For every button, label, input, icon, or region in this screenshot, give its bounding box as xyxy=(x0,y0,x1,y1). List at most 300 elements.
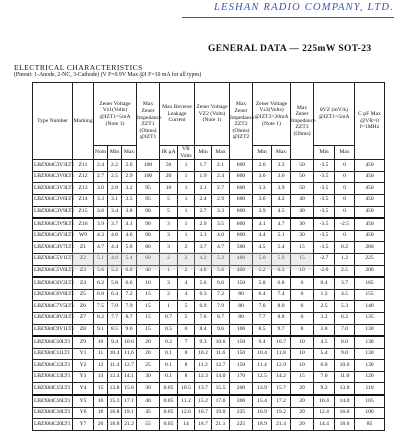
vz3-max-cell: 4.5 xyxy=(272,206,291,218)
zzt3-cell: 6 xyxy=(291,312,314,324)
vz2-max-cell: 9.6 xyxy=(212,324,230,336)
vr-cell: 1 xyxy=(178,171,195,183)
type-cell: LBZX84C3V3LT1 xyxy=(33,183,73,195)
vr-cell: 1 xyxy=(178,194,195,206)
zzt3-cell: 20 xyxy=(291,395,314,407)
vz-nom-cell: 20 xyxy=(94,419,108,431)
vz-nom-cell: 4.3 xyxy=(94,230,108,242)
zzt1-cell: 40 xyxy=(137,395,160,407)
vz2-min-cell: 1.7 xyxy=(195,160,212,172)
vz-max-cell: 4.1 xyxy=(122,218,137,230)
tc-min-cell: 6.0 xyxy=(314,360,335,372)
vr-cell: 6 xyxy=(178,324,195,336)
vr-cell: 8 xyxy=(178,360,195,372)
ir-cell: 3 xyxy=(160,277,178,289)
vz3-max-cell: 6.3 xyxy=(272,265,291,277)
vz2-min-cell: 11.2 xyxy=(195,360,212,372)
characteristics-table xyxy=(32,82,385,431)
tc-min-cell: 3.2 xyxy=(314,312,335,324)
capacitance-cell: 135 xyxy=(355,312,385,324)
vz-min-cell: 12.4 xyxy=(108,371,122,383)
vz-max-cell: 15.6 xyxy=(122,383,137,395)
zzt3-cell: 6 xyxy=(291,277,314,289)
vz-max-cell: 2.6 xyxy=(122,160,137,172)
ir-cell: 10 xyxy=(160,183,178,195)
table-row xyxy=(33,242,385,254)
vz-nom-cell: 15 xyxy=(94,383,108,395)
table-row xyxy=(33,277,385,289)
vz-nom-cell: 7.5 xyxy=(94,301,108,313)
vz2-max-cell: 3.5 xyxy=(212,218,230,230)
ir-cell: 1 xyxy=(160,301,178,313)
subheader-nom: Nom xyxy=(94,146,108,160)
type-cell: LBZX84C4V7LT1 xyxy=(33,242,73,254)
table-row xyxy=(33,253,385,265)
tc-min-cell: 14.4 xyxy=(314,419,335,431)
zzt3-cell: 30 xyxy=(291,230,314,242)
vz2-min-cell: 13.7 xyxy=(195,383,212,395)
vz3-min-cell: 3.9 xyxy=(253,206,272,218)
marking-cell: Z1 xyxy=(73,242,94,254)
zzt2-cell: 600 xyxy=(230,230,253,242)
zzt2-cell: 225 xyxy=(230,407,253,419)
capacitance-cell: 130 xyxy=(355,360,385,372)
vz-min-cell: 5.8 xyxy=(108,277,122,289)
type-cell: LBZX84C15LT1 xyxy=(33,383,73,395)
table-row xyxy=(33,194,385,206)
vz2-max-cell: 2.9 xyxy=(212,194,230,206)
vz-nom-cell: 12 xyxy=(94,360,108,372)
vz2-min-cell: 10.2 xyxy=(195,348,212,360)
zzt1-cell: 90 xyxy=(137,218,160,230)
table-row xyxy=(33,289,385,301)
type-cell: LBZX84C3V0LT1 xyxy=(33,171,73,183)
vz2-min-cell: 4.8 xyxy=(195,265,212,277)
vz-max-cell: 6.6 xyxy=(122,277,137,289)
vz2-max-cell: 8.7 xyxy=(212,312,230,324)
vr-cell: 2 xyxy=(178,253,195,265)
tc-max-cell: 0 xyxy=(335,183,355,195)
tc-min-cell: -3.5 xyxy=(314,171,335,183)
tc-min-cell: 5.4 xyxy=(314,348,335,360)
characteristics-table-container xyxy=(32,82,398,427)
ir-cell: 20 xyxy=(160,171,178,183)
zzt1-cell: 90 xyxy=(137,230,160,242)
zzt2-cell: 400 xyxy=(230,265,253,277)
vz3-min-cell: 8.5 xyxy=(253,324,272,336)
subheader-v2-max: Max xyxy=(212,146,230,160)
vz-max-cell: 7.9 xyxy=(122,301,137,313)
marking-cell: Y2 xyxy=(73,360,94,372)
zzt2-cell: 600 xyxy=(230,160,253,172)
tc-max-cell: 11.0 xyxy=(335,371,355,383)
tc-max-cell: -2.5 xyxy=(335,218,355,230)
vz3-max-cell: 4.7 xyxy=(272,218,291,230)
zzt1-cell: 90 xyxy=(137,206,160,218)
vz-nom-cell: 3.0 xyxy=(94,183,108,195)
marking-cell: Y4 xyxy=(73,383,94,395)
vz-min-cell: 3.7 xyxy=(108,218,122,230)
zzt1-cell: 15 xyxy=(137,324,160,336)
vz3-max-cell: 3.6 xyxy=(272,171,291,183)
capacitance-cell: 130 xyxy=(355,324,385,336)
header-capacitance: C pF Max @VR=0 f=1MHz xyxy=(355,83,385,160)
type-cell: LBZX84C6V2LT1 xyxy=(33,277,73,289)
vz-nom-cell: 4.7 xyxy=(94,242,108,254)
marking-cell: Y3 xyxy=(73,371,94,383)
vz-nom-cell: 6.2 xyxy=(94,277,108,289)
vz2-max-cell: 7.2 xyxy=(212,289,230,301)
vz-min-cell: 7.0 xyxy=(108,301,122,313)
subheader-tc-max: Max xyxy=(335,146,355,160)
vz-max-cell: 11.6 xyxy=(122,348,137,360)
tc-min-cell: 10.4 xyxy=(314,395,335,407)
table-row xyxy=(33,407,385,419)
zzt2-cell: 170 xyxy=(230,371,253,383)
zzt2-cell: 600 xyxy=(230,194,253,206)
vz2-max-cell: 11.6 xyxy=(212,348,230,360)
tc-max-cell: 0.2 xyxy=(335,242,355,254)
vz3-max-cell: 4.2 xyxy=(272,194,291,206)
zzt1-cell: 20 xyxy=(137,336,160,348)
vz2-max-cell: 19.0 xyxy=(212,407,230,419)
tc-max-cell: 4.5 xyxy=(335,289,355,301)
marking-cell: Z2 xyxy=(73,253,94,265)
vr-cell: 1 xyxy=(178,218,195,230)
zzt3-cell: 10 xyxy=(291,265,314,277)
vz2-max-cell: 4.0 xyxy=(212,230,230,242)
ir-cell: 0.05 xyxy=(160,407,178,419)
tc-max-cell: 13.0 xyxy=(335,383,355,395)
header-zener-voltage-3: Zener Voltage Vz3(Volts) @IZT3=20mA (Note 1) xyxy=(253,83,291,146)
capacitance-cell: 225 xyxy=(355,253,385,265)
vz2-max-cell: 14.0 xyxy=(212,371,230,383)
zzt3-cell: 10 xyxy=(291,348,314,360)
capacitance-cell: 450 xyxy=(355,230,385,242)
tc-max-cell: 1.2 xyxy=(335,253,355,265)
vz2-min-cell: 4.2 xyxy=(195,253,212,265)
vz-max-cell: 2.9 xyxy=(122,171,137,183)
ir-cell: 0.1 xyxy=(160,360,178,372)
type-cell: LBZX84C12LT1 xyxy=(33,360,73,372)
vr-cell: 1 xyxy=(178,160,195,172)
ir-cell: 2 xyxy=(160,253,178,265)
table-row xyxy=(33,265,385,277)
tc-min-cell: 12.4 xyxy=(314,407,335,419)
pinout-note: (Pinout: 1-Anode, 2-NC, 3-Cathode) (V F=0.9V Max @I F=10 mA for all types) xyxy=(14,72,202,78)
zzt2-cell: 600 xyxy=(230,183,253,195)
type-cell: LBZX84C5V1LT1 xyxy=(33,253,73,265)
type-cell: LBZX84C3V3LT1 xyxy=(33,160,73,172)
vr-cell: 8 xyxy=(178,348,195,360)
vr-cell: 14 xyxy=(178,419,195,431)
vr-cell: 4 xyxy=(178,289,195,301)
vz-max-cell: 3.2 xyxy=(122,183,137,195)
zzt3-cell: 50 xyxy=(291,160,314,172)
type-cell: LBZX84C10LT1 xyxy=(33,336,73,348)
vr-cell: 5 xyxy=(178,312,195,324)
capacitance-cell: 450 xyxy=(355,218,385,230)
capacitance-cell: 120 xyxy=(355,371,385,383)
header-max-reverse-leakage: Max Reverse Leakage Current xyxy=(160,83,195,146)
tc-max-cell: 18.0 xyxy=(335,419,355,431)
vr-cell: 12.6 xyxy=(178,407,195,419)
capacitance-cell: 450 xyxy=(355,171,385,183)
vz3-max-cell: 14.2 xyxy=(272,371,291,383)
zzt1-cell: 40 xyxy=(137,265,160,277)
header-temperature-coefficient: θVZ (mV/k) @IZT1=5mA xyxy=(314,83,355,146)
tc-max-cell: 10.0 xyxy=(335,360,355,372)
vz-min-cell: 10.4 xyxy=(108,348,122,360)
vz2-max-cell: 6.6 xyxy=(212,277,230,289)
vz-max-cell: 14.1 xyxy=(122,371,137,383)
tc-max-cell: 16.0 xyxy=(335,407,355,419)
vz-max-cell: 5.0 xyxy=(122,242,137,254)
ir-cell: 0.05 xyxy=(160,395,178,407)
vz2-max-cell: 3.3 xyxy=(212,206,230,218)
vz2-min-cell: 12.3 xyxy=(195,371,212,383)
ir-cell: 0.5 xyxy=(160,324,178,336)
zzt3-cell: 15 xyxy=(291,371,314,383)
marking-cell: Z9 xyxy=(73,336,94,348)
ir-cell: 3 xyxy=(160,218,178,230)
vz3-min-cell: 18.9 xyxy=(253,419,272,431)
zzt3-cell: 50 xyxy=(291,183,314,195)
vz2-min-cell: 18.7 xyxy=(195,419,212,431)
marking-cell: Z11 xyxy=(73,160,94,172)
vz2-min-cell: 3.7 xyxy=(195,242,212,254)
vz-min-cell: 13.8 xyxy=(108,383,122,395)
capacitance-cell: 100 xyxy=(355,407,385,419)
tc-max-cell: 7.0 xyxy=(335,324,355,336)
type-cell: LBZX84C8V2LT1 xyxy=(33,312,73,324)
zzt1-cell: 20 xyxy=(137,348,160,360)
zzt2-cell: 200 xyxy=(230,383,253,395)
vz3-min-cell: 4.1 xyxy=(253,218,272,230)
vz3-max-cell: 9.7 xyxy=(272,324,291,336)
zzt1-cell: 60 xyxy=(137,253,160,265)
vz2-min-cell: 5.6 xyxy=(195,277,212,289)
tc-min-cell: 9.2 xyxy=(314,383,335,395)
vz-nom-cell: 5.6 xyxy=(94,265,108,277)
zzt3-cell: 10 xyxy=(291,360,314,372)
capacitance-cell: 130 xyxy=(355,336,385,348)
type-cell: LBZX84C3V9LT1 xyxy=(33,218,73,230)
subheader-v3-min: Min xyxy=(253,146,272,160)
zzt1-cell: 15 xyxy=(137,312,160,324)
subheader-v2-min: Min xyxy=(195,146,212,160)
vz-max-cell: 7.2 xyxy=(122,289,137,301)
capacitance-cell: 140 xyxy=(355,301,385,313)
table-row xyxy=(33,301,385,313)
vz-nom-cell: 16 xyxy=(94,395,108,407)
tc-min-cell: -3.5 xyxy=(314,194,335,206)
tc-min-cell: -2.0 xyxy=(314,265,335,277)
capacitance-cell: 450 xyxy=(355,194,385,206)
tc-max-cell: 0 xyxy=(335,206,355,218)
tc-max-cell: 9.0 xyxy=(335,348,355,360)
type-cell: LBZX84C13LT1 xyxy=(33,371,73,383)
vz-max-cell: 10.6 xyxy=(122,336,137,348)
zzt2-cell: 200 xyxy=(230,395,253,407)
table-row xyxy=(33,206,385,218)
zzt3-cell: 6 xyxy=(291,289,314,301)
tc-min-cell: 2.5 xyxy=(314,301,335,313)
marking-cell: Z13 xyxy=(73,183,94,195)
header-marking: Marking xyxy=(73,83,94,160)
vz-min-cell: 16.8 xyxy=(108,407,122,419)
type-cell: LBZX84C3V6LT1 xyxy=(33,194,73,206)
tc-max-cell: 0 xyxy=(335,171,355,183)
vz3-max-cell: 3.9 xyxy=(272,183,291,195)
vz2-max-cell: 2.1 xyxy=(212,160,230,172)
tc-max-cell: 14.0 xyxy=(335,395,355,407)
vz-nom-cell: 3.9 xyxy=(94,218,108,230)
vz-max-cell: 6.0 xyxy=(122,265,137,277)
type-cell: LBZX84C5V6LT1 xyxy=(33,265,73,277)
vz3-max-cell: 5.1 xyxy=(272,230,291,242)
vz2-min-cell: 3.3 xyxy=(195,230,212,242)
zzt3-cell: 20 xyxy=(291,383,314,395)
zzt1-cell: 10 xyxy=(137,277,160,289)
marking-cell: Y5 xyxy=(73,395,94,407)
vz-min-cell: 2.8 xyxy=(108,183,122,195)
zzt2-cell: 80 xyxy=(230,312,253,324)
vz-nom-cell: 3.3 xyxy=(94,194,108,206)
type-cell: LBZX84C7V5LT1 xyxy=(33,301,73,313)
vz-nom-cell: 2.4 xyxy=(94,160,108,172)
vr-cell: 8 xyxy=(178,371,195,383)
zzt2-cell: 80 xyxy=(230,289,253,301)
vz3-min-cell: 6.4 xyxy=(253,289,272,301)
vz2-max-cell: 2.7 xyxy=(212,183,230,195)
zzt3-cell: 40 xyxy=(291,206,314,218)
zzt3-cell: 40 xyxy=(291,194,314,206)
vz3-min-cell: 4.4 xyxy=(253,230,272,242)
vz2-min-cell: 7.6 xyxy=(195,312,212,324)
vz-min-cell: 6.4 xyxy=(108,289,122,301)
vr-cell: 5 xyxy=(178,301,195,313)
tc-max-cell: 3.7 xyxy=(335,277,355,289)
zzt3-cell: 8 xyxy=(291,324,314,336)
vr-cell: 7 xyxy=(178,336,195,348)
tc-min-cell: 0.4 xyxy=(314,277,335,289)
capacitance-cell: 260 xyxy=(355,242,385,254)
zzt2-cell: 500 xyxy=(230,242,253,254)
table-row xyxy=(33,371,385,383)
vz-max-cell: 8.7 xyxy=(122,312,137,324)
vr-cell: 2 xyxy=(178,242,195,254)
vz-max-cell: 3.5 xyxy=(122,194,137,206)
vz2-max-cell: 7.9 xyxy=(212,301,230,313)
ir-cell: 2 xyxy=(160,289,178,301)
zzt3-cell: 30 xyxy=(291,218,314,230)
ir-cell: 0.05 xyxy=(160,383,178,395)
vz-nom-cell: 10 xyxy=(94,336,108,348)
zzt2-cell: 225 xyxy=(230,419,253,431)
vz3-max-cell: 12.9 xyxy=(272,360,291,372)
zzt3-cell: 50 xyxy=(291,171,314,183)
vz3-max-cell: 5.9 xyxy=(272,253,291,265)
vz-max-cell: 17.1 xyxy=(122,395,137,407)
header-max-zener-impedance-2: Max Zener Impedance ZZT2 (Ohms) @IZT2 xyxy=(230,83,253,160)
vz3-min-cell: 4.5 xyxy=(253,242,272,254)
ir-cell: 5 xyxy=(160,206,178,218)
vz2-min-cell: 15.2 xyxy=(195,395,212,407)
type-cell: LBZX84C6V8LT1 xyxy=(33,289,73,301)
capacitance-cell: 450 xyxy=(355,206,385,218)
marking-cell: W9 xyxy=(73,230,94,242)
vz2-min-cell: 2.1 xyxy=(195,183,212,195)
vz-min-cell: 18.8 xyxy=(108,419,122,431)
vr-cell: 1 xyxy=(178,206,195,218)
vz2-min-cell: 8.4 xyxy=(195,324,212,336)
zzt1-cell: 15 xyxy=(137,301,160,313)
vr-cell: 2 xyxy=(178,265,195,277)
vz3-min-cell: 3.0 xyxy=(253,171,272,183)
tc-min-cell: -3.5 xyxy=(314,183,335,195)
zzt2-cell: 150 xyxy=(230,360,253,372)
zzt3-cell: 10 xyxy=(291,336,314,348)
vz3-min-cell: 3.6 xyxy=(253,194,272,206)
tc-max-cell: 0 xyxy=(335,160,355,172)
zzt1-cell: 95 xyxy=(137,194,160,206)
vz2-min-cell: 1.9 xyxy=(195,171,212,183)
marking-cell: Z6 xyxy=(73,301,94,313)
vr-cell: 1 xyxy=(178,183,195,195)
vz-min-cell: 9.4 xyxy=(108,336,122,348)
capacitance-cell: 450 xyxy=(355,183,385,195)
vz2-max-cell: 4.7 xyxy=(212,242,230,254)
table-row xyxy=(33,230,385,242)
vz-min-cell: 5.2 xyxy=(108,265,122,277)
type-cell: LBZX84C11LT1 xyxy=(33,348,73,360)
zzt1-cell: 100 xyxy=(137,171,160,183)
header-zener-voltage: Zener Voltage Vz1(Volts) @IZT1=5mA (Note 1) xyxy=(94,83,137,146)
tc-max-cell: 5.3 xyxy=(335,301,355,313)
vz-max-cell: 3.8 xyxy=(122,206,137,218)
vr-cell: 1 xyxy=(178,230,195,242)
tc-min-cell: -3.5 xyxy=(314,160,335,172)
vz-max-cell: 12.7 xyxy=(122,360,137,372)
capacitance-cell: 185 xyxy=(355,277,385,289)
vz2-max-cell: 12.7 xyxy=(212,360,230,372)
vz2-min-cell: 16.7 xyxy=(195,407,212,419)
vz3-max-cell: 17.2 xyxy=(272,395,291,407)
vz-nom-cell: 11 xyxy=(94,348,108,360)
table-row xyxy=(33,218,385,230)
vz3-min-cell: 5.0 xyxy=(253,253,272,265)
ir-cell: 0.1 xyxy=(160,371,178,383)
vz-min-cell: 11.4 xyxy=(108,360,122,372)
zzt1-cell: 55 xyxy=(137,419,160,431)
vz2-min-cell: 2.7 xyxy=(195,206,212,218)
capacitance-cell: 450 xyxy=(355,160,385,172)
vz3-max-cell: 8.8 xyxy=(272,312,291,324)
header-type-number: Type Number xyxy=(33,83,73,160)
vz-nom-cell: 3.6 xyxy=(94,206,108,218)
vz3-min-cell: 3.3 xyxy=(253,183,272,195)
vz3-max-cell: 15.7 xyxy=(272,383,291,395)
tc-max-cell: 0 xyxy=(335,230,355,242)
vz2-min-cell: 2.9 xyxy=(195,218,212,230)
vz2-min-cell: 2.4 xyxy=(195,194,212,206)
section-title: ELECTRICAL CHARACTERISTICS xyxy=(14,63,143,72)
zzt2-cell: 150 xyxy=(230,277,253,289)
vz3-max-cell: 3.2 xyxy=(272,160,291,172)
ir-cell: 1 xyxy=(160,265,178,277)
zzt2-cell: 600 xyxy=(230,218,253,230)
